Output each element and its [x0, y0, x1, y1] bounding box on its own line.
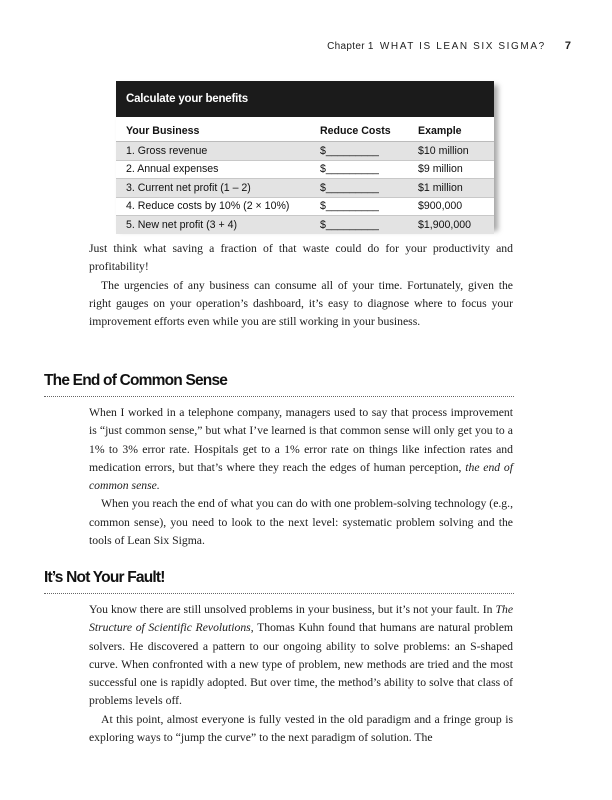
row-item: 2. Annual expenses	[116, 160, 320, 179]
table-row	[116, 160, 494, 179]
table-row	[116, 179, 494, 198]
section-1-text	[89, 404, 513, 550]
chapter-title: WHAT IS LEAN SIX SIGMA?	[379, 41, 546, 52]
row-example: $900,000	[418, 197, 494, 216]
book-title: The Structure of Scientific Revolutions	[89, 603, 513, 635]
section-2-text	[89, 601, 513, 747]
benefits-box	[116, 81, 494, 231]
page-number: 7	[564, 40, 571, 52]
section-2-paragraph-2: At this point, almost everyone is fully vested in the old paradigm and a fringe group is exploring ways to “jump the curve” to the next paradigm of solution. The	[89, 712, 513, 745]
row-reduce-costs-blank: $_________	[320, 197, 418, 216]
row-item: 4. Reduce costs by 10% (2 × 10%)	[116, 197, 320, 216]
intro-paragraph-2: The urgencies of any business can consume all of your time. Fortunately, given the right gauges on your operation’s dashboard, it’s easy to diagnose where to focus your improvement efforts even while you are still working in your business.	[89, 278, 513, 329]
column-header-your-business: Your Business	[116, 117, 320, 142]
column-header-example: Example	[418, 117, 494, 142]
column-header-reduce-costs: Reduce Costs	[320, 117, 418, 142]
row-example: $9 million	[418, 160, 494, 179]
section-2-paragraph-1	[89, 601, 513, 711]
section-heading-not-your-fault: It’s Not Your Fault!	[44, 566, 514, 594]
section-heading-end-of-common-sense: The End of Common Sense	[44, 369, 514, 397]
row-item: 5. New net profit (3 + 4)	[116, 216, 320, 234]
section-2-paragraph-1-rest: , Thomas Kuhn found that humans are natural problem solvers. He discovered a pattern to our ongoing ability to solve problems: an S-shaped curve. When confronted with a new type of problem, new methods are tried and the most successful one is rapidly adopted. But over time, the method’s ability to solve that class of problems levels off.	[89, 621, 513, 708]
row-item: 3. Current net profit (1 – 2)	[116, 179, 320, 198]
table-header-row	[116, 117, 494, 142]
row-reduce-costs-blank: $_________	[320, 179, 418, 198]
benefits-table	[116, 117, 494, 234]
table-row	[116, 142, 494, 161]
intro-paragraph-1: Just think what saving a fraction of that waste could do for your productivity and profitability!	[89, 242, 513, 274]
row-example: $1 million	[418, 179, 494, 198]
running-head	[0, 40, 571, 52]
section-1-paragraph-1-text: When I worked in a telephone company, managers used to say that process improvement is “just common sense,” but what I’ve learned is that common sense will only get you to a 1% to 3% error rate. Hospitals get to a 1% error rate on things like infection rates and medication errors, but that’s where they reach the edges of human perception,	[89, 406, 513, 474]
row-item: 1. Gross revenue	[116, 142, 320, 161]
row-reduce-costs-blank: $_________	[320, 142, 418, 161]
chapter-label: Chapter 1	[327, 41, 374, 52]
section-1-paragraph-1	[89, 404, 513, 495]
section-1-italic-phrase: the end of common sense.	[89, 460, 514, 493]
intro-text	[89, 240, 513, 331]
table-row	[116, 197, 494, 216]
table-row	[116, 216, 494, 234]
section-2-paragraph-1-start: You know there are still unsolved problems in your business, but it’s not your fault. In	[89, 603, 493, 616]
row-reduce-costs-blank: $_________	[320, 160, 418, 179]
section-1-paragraph-2: When you reach the end of what you can do with one problem-solving technology (e.g., common sense), you need to look to the next level: systematic problem solving and the tools of Lean Six Sigma.	[89, 497, 513, 548]
row-reduce-costs-blank: $_________	[320, 216, 418, 234]
row-example: $1,900,000	[418, 216, 494, 234]
row-example: $10 million	[418, 142, 494, 161]
benefits-box-title: Calculate your benefits	[116, 81, 494, 117]
